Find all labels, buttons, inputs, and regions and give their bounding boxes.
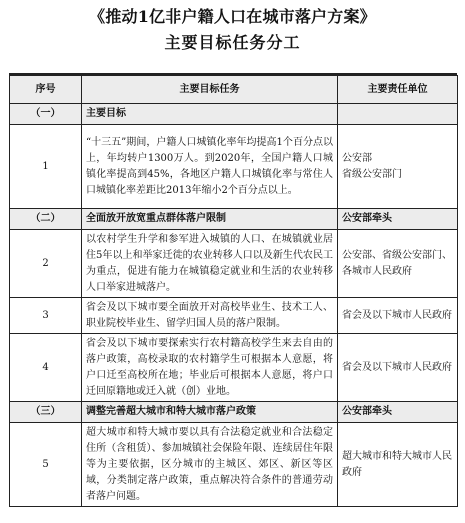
row-number: 2 [10, 230, 82, 298]
row-task: 省会及以下城市要探索实行农村籍高校学生来去自由的落户政策，高校录取的农村籍学生可根据本人意愿，将户口迁至高校所在地；毕业后可根据本人意愿，将户口迁回原籍地或迁入就（创）业地。 [82, 334, 338, 402]
row-task: 省会及以下城市要全面放开对高校毕业生、技术工人、职业院校毕业生、留学归国人员的落户限制。 [82, 298, 338, 334]
section-row [10, 209, 458, 230]
header-unit: 主要责任单位 [338, 76, 458, 104]
table-row [10, 125, 458, 209]
header-number: 序号 [10, 76, 82, 104]
table-row [10, 423, 458, 507]
row-unit: 省会及以下城市人民政府 [338, 334, 458, 402]
row-unit: 公安部牵头 [338, 209, 458, 230]
document-title: 《推动1亿非户籍人口在城市落户方案》 [89, 7, 376, 26]
row-unit: 公安部 省级公安部门 [338, 125, 458, 209]
row-number: （三） [10, 402, 82, 423]
table-header-row [10, 76, 458, 104]
row-number: （二） [10, 209, 82, 230]
row-task: 超大城市和特大城市要以具有合法稳定就业和合法稳定住所（含租赁）、参加城镇社会保险年限、连续居住年限等为主要依据，区分城市的主城区、郊区、新区等区域，分类制定落户政策，重点解决符合条件的普通劳动者落户问题。 [82, 423, 338, 507]
section-row [10, 402, 458, 423]
row-task: 调整完善超大城市和特大城市落户政策 [82, 402, 338, 423]
table-row [10, 334, 458, 402]
table-row [10, 298, 458, 334]
document-subtitle: 主要目标任务分工 [164, 33, 301, 52]
row-unit: 省会及以下城市人民政府 [338, 298, 458, 334]
section-row [10, 104, 458, 125]
row-number: （一） [10, 104, 82, 125]
row-unit: 公安部、省级公安部门、各城市人民政府 [338, 230, 458, 298]
row-number: 3 [10, 298, 82, 334]
row-task: 以农村学生升学和参军进入城镇的人口、在城镇就业居住5年以上和举家迁徙的农业转移人口以及新生代农民工为重点，促进有能力在城镇稳定就业和生活的农业转移人口举家进城落户。 [82, 230, 338, 298]
header-task: 主要目标任务 [82, 76, 338, 104]
row-task: 主要目标 [82, 104, 338, 125]
row-unit: 公安部牵头 [338, 402, 458, 423]
row-number: 1 [10, 125, 82, 209]
row-unit: 超大城市和特大城市人民政府 [338, 423, 458, 507]
row-task: 全面放开放宽重点群体落户限制 [82, 209, 338, 230]
row-unit [338, 104, 458, 125]
task-table [9, 75, 458, 507]
table-row [10, 230, 458, 298]
row-number: 5 [10, 423, 82, 507]
row-number: 4 [10, 334, 82, 402]
row-task: “十三五”期间，户籍人口城镇化率年均提高1个百分点以上，年均转户1300万人。到2020年，全国户籍人口城镇化率提高到45%，各地区户籍人口城镇化率与常住人口城镇化率差距比2013年缩小2个百分点以上。 [82, 125, 338, 209]
